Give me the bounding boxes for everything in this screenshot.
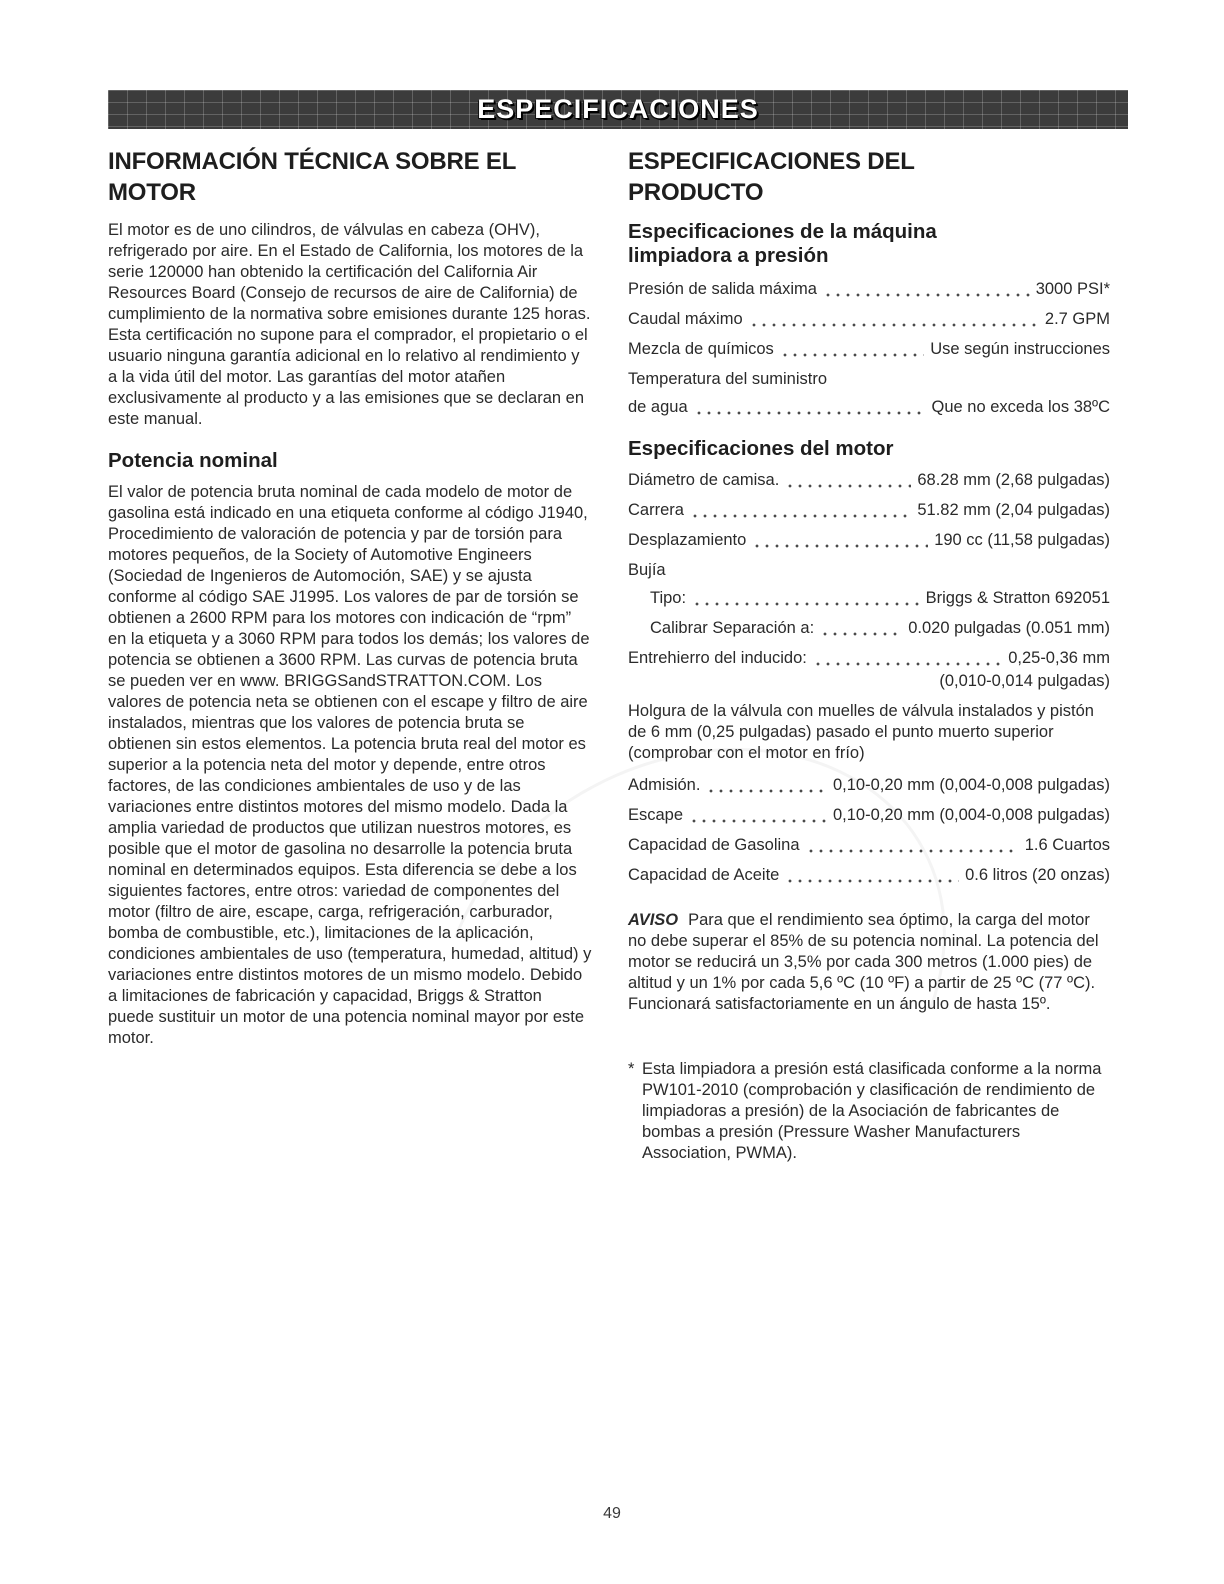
spec-value: 0,10-0,20 mm (0,004-0,008 pulgadas) xyxy=(832,776,1110,794)
dot-leader xyxy=(689,805,827,826)
spec-value: 2.7 GPM xyxy=(1044,310,1110,328)
dot-leader xyxy=(749,309,1039,330)
spec-row xyxy=(628,775,1110,796)
engine-info-paragraph: El motor es de uno cilindros, de válvulas en cabeza (OHV), refrigerado por aire. En el Estado de California, los motores de la serie 120000 han obtenido la certificación del California Air Resources Board (Consejo de recursos de aire de California) de cumplimiento de la normativa sobre emisiones durante 125 horas. Esta certificación no supone para el comprador, el propietario o el usuario ninguna garantía adicional en lo relativo al rendimiento y a la vida útil del motor. Las garantías del motor atañen exclusivamente al producto y a las emisiones que se declaran en este manual. xyxy=(108,221,591,428)
spec-row xyxy=(628,500,1110,521)
dot-leader xyxy=(785,865,959,886)
spec-label: Admisión. xyxy=(628,776,701,794)
spec-label: Mezcla de químicos xyxy=(628,340,774,358)
spec-row-continuation xyxy=(628,671,1110,692)
spec-value: 0.6 litros (20 onzas) xyxy=(965,866,1110,884)
spec-label: Desplazamiento xyxy=(628,531,747,549)
power-rating-heading: Potencia nominal xyxy=(108,449,278,472)
dot-leader xyxy=(694,397,926,418)
dot-leader xyxy=(780,339,924,360)
spec-value: 51.82 mm (2,04 pulgadas) xyxy=(917,501,1110,519)
spec-row xyxy=(628,470,1110,491)
left-column-heading: INFORMACIÓN TÉCNICA SOBRE EL MOTOR xyxy=(108,148,516,206)
machine-specs-list xyxy=(628,279,1110,418)
spec-row xyxy=(628,805,1110,826)
spec-value: Que no exceda los 38ºC xyxy=(931,398,1110,416)
spec-label: Temperatura del suministro xyxy=(628,370,827,388)
spec-row xyxy=(628,618,1110,639)
spec-row xyxy=(628,369,1110,390)
spec-label: Capacidad de Aceite xyxy=(628,866,780,884)
spec-label: Bujía xyxy=(628,561,666,579)
machine-specs-heading: Especificaciones de la máquina limpiadora a presión xyxy=(628,220,937,267)
banner-title: ESPECIFICACIONES xyxy=(477,94,759,124)
spec-value: Use según instrucciones xyxy=(930,340,1110,358)
spec-value: (0,010-0,014 pulgadas) xyxy=(939,672,1110,690)
spec-value: 0,25-0,36 mm xyxy=(1008,649,1110,667)
aviso-label: AVISO xyxy=(628,911,679,929)
aviso-text: Para que el rendimiento sea óptimo, la carga del motor no debe superar el 85% de su potencia nominal. La potencia del motor se reducirá un 3,5% por cada 300 metros (1.000 pies) de altitud y un 1% por cada 5,6 ºC (10 ºF) a partir de 25 ºC (77 ºC). Funcionará satisfactoriamente en un ángulo de hasta 15º. xyxy=(628,911,1099,1013)
spec-row xyxy=(628,279,1110,300)
right-column-heading: ESPECIFICACIONES DEL PRODUCTO xyxy=(628,148,915,206)
spec-value: Briggs & Stratton 692051 xyxy=(925,589,1110,607)
dot-leader xyxy=(813,648,1002,669)
dot-leader xyxy=(690,500,911,521)
spec-row xyxy=(628,530,1110,551)
spec-value: 0.020 pulgadas (0.051 mm) xyxy=(908,619,1110,637)
spec-label: Capacidad de Gasolina xyxy=(628,836,800,854)
dot-leader xyxy=(785,470,911,491)
spec-row xyxy=(628,560,1110,581)
spec-label: Carrera xyxy=(628,501,684,519)
dot-leader xyxy=(692,588,920,609)
psi-footnote xyxy=(628,1059,1110,1164)
spec-label: Diámetro de camisa. xyxy=(628,471,780,489)
spec-row xyxy=(628,865,1110,886)
spec-label: Escape xyxy=(628,806,684,824)
engine-specs-heading: Especificaciones del motor xyxy=(628,437,894,460)
dot-leader xyxy=(820,618,902,639)
right-column xyxy=(628,146,1110,1164)
spec-value: 0,10-0,20 mm (0,004-0,008 pulgadas) xyxy=(832,806,1110,824)
spec-row xyxy=(628,309,1110,330)
dot-leader xyxy=(806,835,1019,856)
spec-row xyxy=(628,397,1110,418)
spec-value: 1.6 Cuartos xyxy=(1024,836,1110,854)
spec-label: Entrehierro del inducido: xyxy=(628,649,807,667)
spec-row xyxy=(628,339,1110,360)
power-rating-paragraph: El valor de potencia bruta nominal de cada modelo de motor de gasolina está indicado en una etiqueta conforme al código J1940, Procedimiento de valoración de potencia y par de torsión para motores pequeños, de la Society of Automotive Engineers (Sociedad de Ingenieros de Automoción, SAE) y se ajusta conforme al código SAE J1995. Los valores de par de torsión se obtienen a 2600 RPM para los motores con indicación de “rpm” en la etiqueta y a 3060 RPM para todos los demás; los valores de potencia se obtienen a 3600 RPM. Las curvas de potencia bruta se pueden ver en www. BRIGGSandSTRATTON.COM. Los valores de potencia neta se obtienen con el escape y filtro de aire instalados, mientras que los valores de potencia bruta se obtienen sin estos elementos. La potencia bruta real del motor es superior a la potencia neta del motor y depende, entre otros factores, de las condiciones ambientales de uso y de las variaciones entre distintos motores del mismo modelo. Dada la amplia variedad de productos que utilizan nuestros motores, es posible que el motor de gasolina no desarrolle la potencia bruta nominal en determinados equipos. Esta diferencia se debe a los siguientes factores, entre otros: variedad de componentes del motor (filtro de aire, escape, carga, refrigeración, carburador, bomba de combustible, etc.), limitaciones de la aplicación, condiciones ambientales de uso (temperatura, humedad, altitud) y variaciones entre distintos motores de un mismo modelo. Debido a limitaciones de fabricación y capacidad, Briggs & Stratton puede sustituir un motor de una potencia nominal mayor por este motor. xyxy=(108,483,592,1047)
spec-value: 3000 PSI* xyxy=(1035,280,1110,298)
footnote-marker: * xyxy=(628,1060,635,1078)
spec-row xyxy=(628,835,1110,856)
page-number: 49 xyxy=(603,1505,621,1522)
spec-label: Presión de salida máxima xyxy=(628,280,817,298)
spec-row xyxy=(628,588,1110,609)
spec-label: de agua xyxy=(628,398,688,416)
footnote-text: Esta limpiadora a presión está clasificada conforme a la norma PW101-2010 (comprobación y clasificación de rendimiento de limpiadoras a presión) de la Asociación de fabricantes de bombas a presión (Pressure Washer Manufacturers Association, PWMA). xyxy=(642,1060,1102,1162)
spec-value: 190 cc (11,58 pulgadas) xyxy=(934,531,1110,549)
valve-clearance-note: Holgura de la válvula con muelles de válvula instalados y pistón de 6 mm (0,25 pulgadas) pasado el punto muerto superior (comprobar con el motor en frío) xyxy=(628,702,1094,762)
aviso-paragraph xyxy=(628,910,1110,1015)
spec-row xyxy=(628,648,1110,669)
dot-leader xyxy=(823,279,1030,300)
spec-value: 68.28 mm (2,68 pulgadas) xyxy=(917,471,1110,489)
dot-leader xyxy=(706,775,827,796)
section-banner xyxy=(108,90,1128,129)
spec-label: Caudal máximo xyxy=(628,310,743,328)
spec-label: Tipo: xyxy=(650,589,687,607)
left-column xyxy=(108,146,592,1049)
spec-label: Calibrar Separación a: xyxy=(650,619,815,637)
dot-leader xyxy=(752,530,928,551)
engine-specs-list xyxy=(628,470,1110,886)
